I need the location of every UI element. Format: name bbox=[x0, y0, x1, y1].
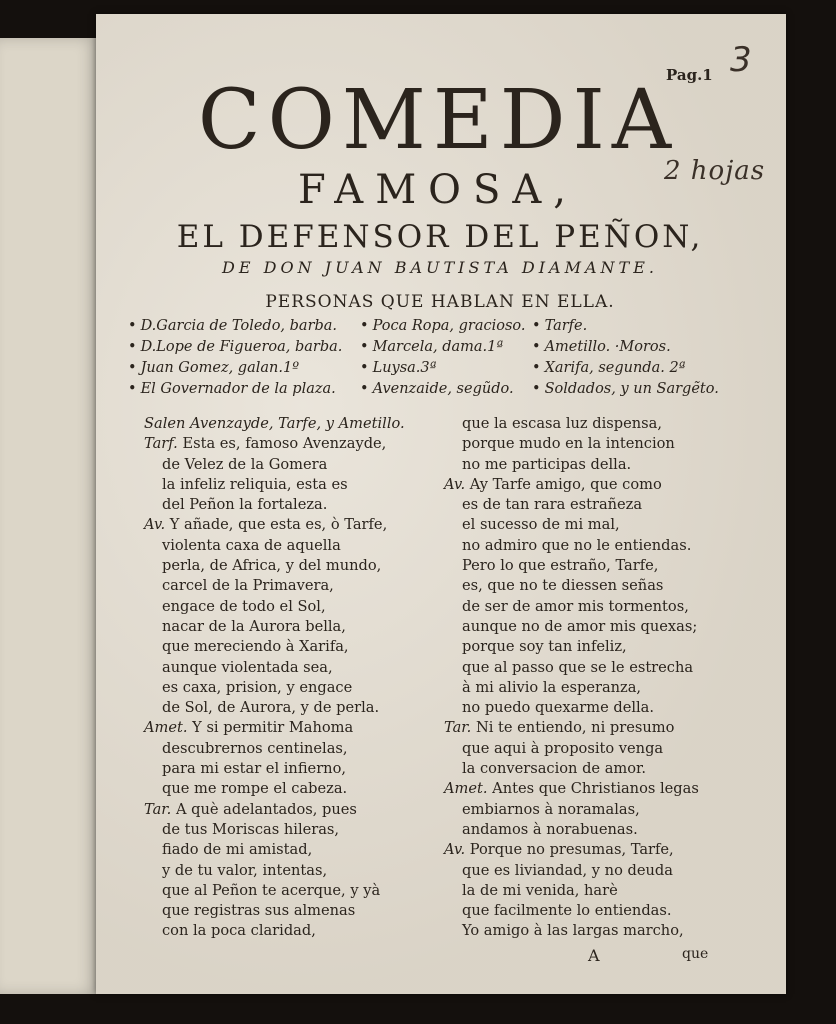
verse-text: nacar de la Aurora bella, bbox=[162, 617, 346, 635]
cast-member-name: D.Lope de Figueroa, barba. bbox=[140, 339, 343, 355]
verse-text: andamos à norabuenas. bbox=[462, 820, 638, 838]
verse-line bbox=[144, 800, 405, 820]
verse-line bbox=[444, 921, 699, 941]
verse-line bbox=[144, 495, 405, 515]
cast-member-name: Xarifa, segunda. 2ª bbox=[544, 360, 686, 376]
verse-line bbox=[444, 495, 699, 515]
title-famosa: FAMOSA, bbox=[298, 167, 578, 213]
verse-text: la infeliz reliquia, esta es bbox=[162, 475, 348, 493]
verse-line bbox=[444, 861, 699, 881]
verse-text: de tus Moriscas hileras, bbox=[162, 820, 340, 838]
bullet-mark: • bbox=[128, 381, 137, 397]
stage-direction bbox=[144, 414, 405, 434]
verse-line bbox=[444, 556, 699, 576]
verse-text: Antes que Christianos legas bbox=[492, 780, 699, 798]
verse-text: es de tan rara estrañeza bbox=[462, 496, 643, 514]
cast-heading: PERSONAS QUE HABLAN EN ELLA. bbox=[265, 292, 615, 312]
verse-line bbox=[444, 434, 699, 454]
author-line: DE DON JUAN BAUTISTA DIAMANTE. bbox=[222, 258, 658, 277]
bullet-mark: • bbox=[532, 318, 541, 334]
verse-text: Ni te entiendo, ni presumo bbox=[475, 719, 675, 737]
verse-line bbox=[144, 861, 405, 881]
speaker-label: Av. bbox=[444, 475, 470, 493]
verse-text: el sucesso de mi mal, bbox=[462, 516, 620, 534]
verse-line bbox=[144, 759, 405, 779]
cast-member-name: Marcela, dama.1ª bbox=[372, 339, 504, 355]
signature-mark: A bbox=[588, 946, 600, 965]
cast-member bbox=[360, 316, 526, 337]
verse-text: engace de todo el Sol, bbox=[162, 597, 326, 615]
verse-line bbox=[444, 597, 699, 617]
cast-member bbox=[360, 337, 526, 358]
verse-text: embiarnos à noramalas, bbox=[462, 800, 640, 818]
verse-line bbox=[144, 455, 405, 475]
verse-line bbox=[144, 840, 405, 860]
cast-column-1 bbox=[128, 316, 342, 400]
verse-line bbox=[144, 820, 405, 840]
bullet-mark: • bbox=[128, 339, 137, 355]
verse-text: Ay Tarfe amigo, que como bbox=[469, 475, 662, 493]
verse-line bbox=[144, 576, 405, 596]
cast-member bbox=[360, 379, 526, 400]
speaker-label: Tar. bbox=[444, 719, 476, 737]
verse-line bbox=[144, 515, 405, 535]
cast-member bbox=[532, 337, 719, 358]
verse-text: que mereciendo à Xarifa, bbox=[162, 638, 349, 656]
verse-line bbox=[144, 779, 405, 799]
cast-member-name: D.Garcia de Toledo, barba. bbox=[140, 318, 338, 334]
verse-line bbox=[144, 881, 405, 901]
verse-line bbox=[444, 698, 699, 718]
speaker-label: Av. bbox=[144, 516, 170, 534]
verse-line bbox=[444, 881, 699, 901]
verse-text: aunque no de amor mis quexas; bbox=[462, 617, 698, 635]
verse-line bbox=[444, 800, 699, 820]
verse-text: es, que no te diessen señas bbox=[462, 577, 664, 595]
handwritten-annotation: 2 hojas bbox=[664, 156, 766, 186]
verse-line bbox=[444, 637, 699, 657]
verse-text: de ser de amor mis tormentos, bbox=[462, 597, 689, 615]
verse-line bbox=[144, 637, 405, 657]
verse-text: que me rompe el cabeza. bbox=[162, 780, 348, 798]
verse-text: carcel de la Primavera, bbox=[162, 577, 334, 595]
verse-line bbox=[144, 658, 405, 678]
verse-text: perla, de Africa, y del mundo, bbox=[162, 557, 382, 575]
verse-text: con la poca claridad, bbox=[162, 922, 316, 940]
catchword: que bbox=[682, 946, 709, 962]
speaker-label: Av. bbox=[444, 841, 470, 859]
verse-text: para mi estar el infierno, bbox=[162, 760, 346, 778]
facing-page-edge bbox=[0, 38, 100, 994]
verse-text: de Velez de la Gomera bbox=[162, 455, 328, 473]
verse-text: à mi alivio la esperanza, bbox=[462, 678, 642, 696]
verse-line bbox=[444, 658, 699, 678]
bullet-mark: • bbox=[360, 318, 369, 334]
verse-line bbox=[444, 536, 699, 556]
verse-line bbox=[444, 475, 699, 495]
verse-line bbox=[144, 434, 405, 454]
verse-line bbox=[444, 678, 699, 698]
verse-text: no puedo quexarme della. bbox=[462, 699, 655, 717]
verse-text: Yo amigo à las largas marcho, bbox=[462, 922, 684, 940]
cast-member bbox=[532, 316, 719, 337]
bullet-mark: • bbox=[532, 381, 541, 397]
verse-text: que aqui à proposito venga bbox=[462, 739, 664, 757]
verse-line bbox=[144, 921, 405, 941]
verse-text: que facilmente lo entiendas. bbox=[462, 902, 672, 920]
verse-text: que es liviandad, y no deuda bbox=[462, 861, 673, 879]
verse-text: Y añade, que esta es, ò Tarfe, bbox=[169, 516, 388, 534]
verse-text: descubrernos centinelas, bbox=[162, 739, 348, 757]
verse-line bbox=[144, 739, 405, 759]
verse-text: que la escasa luz dispensa, bbox=[462, 415, 662, 432]
cast-member-name: Ametillo. ·Moros. bbox=[544, 339, 671, 355]
verse-line bbox=[444, 779, 699, 799]
cast-member-name: Luysa.3ª bbox=[372, 360, 437, 376]
stage-direction-text: Salen Avenzayde, Tarfe, y Ametillo. bbox=[144, 415, 405, 432]
verse-text: porque mudo en la intencion bbox=[462, 435, 675, 453]
title-comedia: COMEDIA bbox=[197, 73, 679, 168]
verse-line bbox=[144, 698, 405, 718]
verse-line bbox=[144, 678, 405, 698]
verse-line bbox=[144, 597, 405, 617]
bullet-mark: • bbox=[128, 318, 137, 334]
verse-text: aunque violentada sea, bbox=[162, 658, 333, 676]
verse-line bbox=[144, 718, 405, 738]
verse-text: es caxa, prision, y engace bbox=[162, 678, 353, 696]
cast-member-name: Tarfe. bbox=[544, 318, 588, 334]
verse-line bbox=[444, 840, 699, 860]
verse-text: que al Peñon te acerque, y yà bbox=[162, 881, 381, 899]
cast-member-name: Avenzaide, segũdo. bbox=[372, 381, 514, 397]
verse-line bbox=[144, 556, 405, 576]
speaker-label: Amet. bbox=[444, 780, 493, 798]
verse-line bbox=[144, 536, 405, 556]
bullet-mark: • bbox=[532, 360, 541, 376]
verse-line bbox=[444, 576, 699, 596]
cast-member-name: Juan Gomez, galan.1º bbox=[140, 360, 300, 376]
cast-member-name: El Governador de la plaza. bbox=[140, 381, 336, 397]
verse-text: violenta caxa de aquella bbox=[162, 536, 341, 554]
verse-line bbox=[444, 820, 699, 840]
cast-member bbox=[128, 337, 342, 358]
cast-member bbox=[532, 379, 719, 400]
verse-line bbox=[144, 617, 405, 637]
verse-text: Esta es, famoso Avenzayde, bbox=[182, 435, 387, 453]
verse-line bbox=[444, 515, 699, 535]
bullet-mark: • bbox=[360, 339, 369, 355]
verse-text: Y si permitir Mahoma bbox=[192, 719, 354, 737]
verse-line bbox=[444, 414, 699, 434]
verse-line bbox=[444, 901, 699, 921]
verse-text: no me participas della. bbox=[462, 455, 632, 473]
verse-text: que al passo que se le estrecha bbox=[462, 658, 694, 676]
verse-text: Pero lo que estraño, Tarfe, bbox=[462, 557, 659, 575]
verse-text: y de tu valor, intentas, bbox=[162, 861, 328, 879]
verse-text: la de mi venida, harè bbox=[462, 881, 618, 899]
speaker-label: Amet. bbox=[144, 719, 193, 737]
verse-text: porque soy tan infeliz, bbox=[462, 638, 627, 656]
play-title: EL DEFENSOR DEL PEÑON, bbox=[176, 219, 704, 255]
verse-line bbox=[444, 739, 699, 759]
verse-line bbox=[444, 759, 699, 779]
verse-text: que registras sus almenas bbox=[162, 902, 356, 920]
verse-line bbox=[444, 718, 699, 738]
cast-member bbox=[532, 358, 719, 379]
verse-text: la conversacion de amor. bbox=[462, 760, 647, 778]
cast-member-name: Soldados, y un Sargẽto. bbox=[544, 381, 719, 397]
text-column-right bbox=[444, 414, 699, 942]
verse-line bbox=[144, 901, 405, 921]
cast-column-3 bbox=[532, 316, 719, 400]
verse-text: de Sol, de Aurora, y de perla. bbox=[162, 699, 380, 717]
speaker-label: Tarf. bbox=[144, 435, 183, 453]
verse-text: del Peñon la fortaleza. bbox=[162, 496, 328, 514]
speaker-label: Tar. bbox=[144, 800, 176, 818]
page-label: Pag.1 bbox=[666, 66, 713, 84]
cast-member bbox=[128, 316, 342, 337]
bullet-mark: • bbox=[360, 360, 369, 376]
cast-member bbox=[128, 379, 342, 400]
verse-line bbox=[444, 617, 699, 637]
verse-text: Porque no presumas, Tarfe, bbox=[469, 841, 674, 859]
text-column-left bbox=[144, 414, 405, 942]
cast-member bbox=[128, 358, 342, 379]
bullet-mark: • bbox=[360, 381, 369, 397]
cast-member bbox=[360, 358, 526, 379]
cast-column-2 bbox=[360, 316, 526, 400]
verse-line bbox=[444, 455, 699, 475]
bullet-mark: • bbox=[532, 339, 541, 355]
bullet-mark: • bbox=[128, 360, 137, 376]
handwritten-page-mark: 3 bbox=[730, 40, 752, 80]
verse-line bbox=[144, 475, 405, 495]
cast-member-name: Poca Ropa, gracioso. bbox=[372, 318, 526, 334]
verse-text: fiado de mi amistad, bbox=[162, 841, 313, 859]
verse-text: A què adelantados, pues bbox=[175, 800, 357, 818]
verse-text: no admiro que no le entiendas. bbox=[462, 536, 692, 554]
